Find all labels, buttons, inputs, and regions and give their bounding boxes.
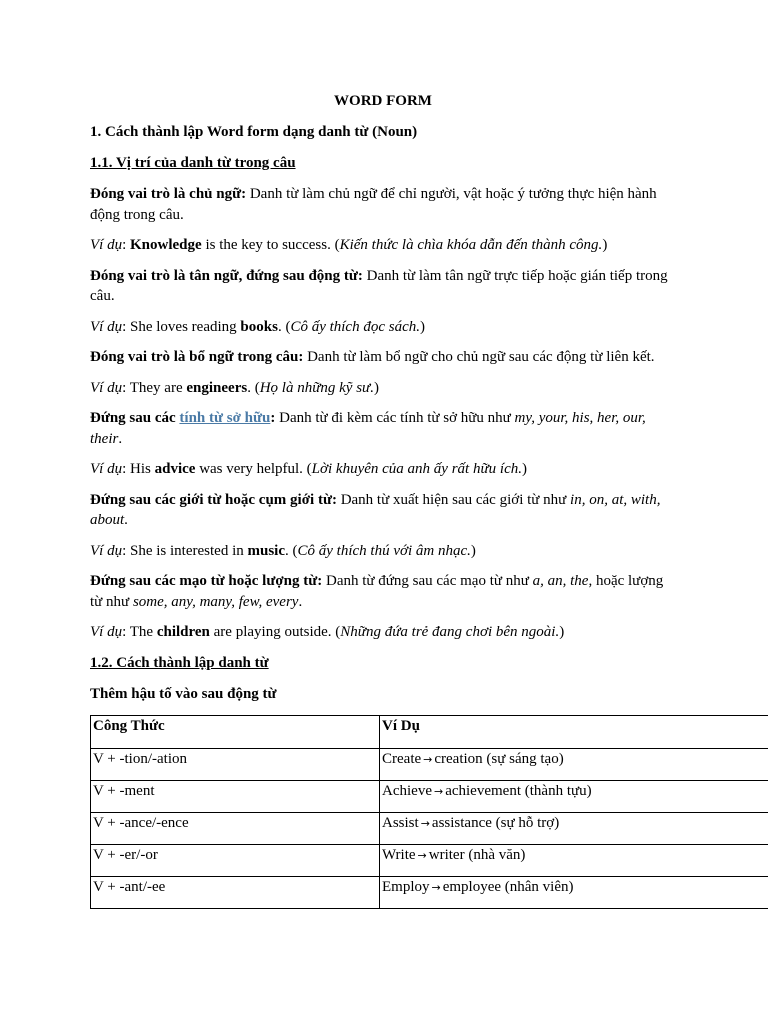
paragraph-text: Danh từ làm tân ngữ trực tiếp hoặc gián tiếp trong câu. [90, 267, 668, 304]
table-row [91, 780, 768, 812]
example-label: Ví dụ [90, 624, 123, 640]
example-text: ) [602, 237, 608, 253]
example-5 [90, 541, 676, 562]
example-keyword: Knowledge [130, 237, 202, 253]
paragraph-text: . [118, 430, 123, 447]
example-6 [90, 622, 676, 643]
paragraph-lead: Đứng sau các mạo từ hoặc lượng từ: [90, 573, 323, 589]
example-label: Ví dụ [90, 542, 123, 559]
paragraph-complement-role [90, 347, 676, 368]
paragraph-lead: Đóng vai trò là bổ ngữ trong câu: [90, 349, 304, 365]
example-text: ) [420, 318, 425, 335]
word-form-table [90, 715, 768, 909]
table-header-example: Ví Dụ [380, 715, 768, 748]
example-translation: Những đứa trẻ đang chơi bên ngoài. [340, 624, 560, 640]
example-text: ) [470, 542, 476, 559]
example-label: Ví dụ [90, 461, 123, 477]
example-keyword: engineers [186, 379, 248, 396]
formula-cell: V + -er/-or [91, 844, 380, 876]
paragraph-text: . [124, 512, 128, 528]
noun: creation (sự sáng tạo) [434, 750, 564, 767]
arrow-right-icon: → [420, 816, 430, 830]
paragraph-possessive [90, 408, 676, 449]
paragraph-text: Danh từ đi kèm các tính từ sở hữu như [275, 410, 515, 426]
paragraph-italic: a, an, the [532, 573, 589, 589]
example-label: Ví dụ [90, 237, 123, 253]
section-heading-1: 1. Cách thành lập Word form dạng danh từ (Noun) [90, 124, 418, 140]
paragraph-lead: Đóng vai trò là chủ ngữ: [90, 186, 247, 202]
paragraph-article [90, 571, 676, 612]
example-text: : His [122, 461, 155, 477]
paragraph-object-role [90, 266, 676, 307]
paragraph-text: Danh từ làm bổ ngữ cho chủ ngữ sau các động từ liên kết. [303, 349, 655, 365]
noun: employee (nhân viên) [442, 878, 574, 895]
paragraph-text: . [298, 593, 303, 610]
paragraph-text: Danh từ xuất hiện sau các giới từ như [336, 491, 571, 508]
paragraph-italic: in, on, at, with, about [90, 491, 661, 528]
subheading-suffix: Thêm hậu tố vào sau động từ [90, 685, 277, 702]
example-translation: Họ là những kỹ sư. [259, 379, 374, 396]
example-translation: Lời khuyên của anh ấy rất hữu ích. [311, 461, 522, 477]
table-row [91, 812, 768, 844]
paragraph-lead: Đứng sau các giới từ hoặc cụm giới từ: [90, 491, 337, 508]
possessive-adjective-link[interactable]: tính từ sở hữu [179, 410, 271, 426]
example-text: ) [559, 624, 565, 640]
paragraph-subject-role [90, 184, 676, 225]
formula-cell: V + -ment [91, 780, 380, 812]
example-cell [380, 780, 768, 812]
example-text: . ( [277, 318, 291, 335]
example-text: ) [521, 461, 527, 477]
formula-cell: V + -ant/-ee [91, 876, 380, 908]
arrow-right-icon: → [423, 752, 433, 766]
example-translation: Cô ấy thích thú với âm nhạc. [297, 542, 471, 559]
paragraph-text: Danh từ làm chủ ngữ để chỉ người, vật hoặc ý tưởng thực hiện hành động trong câu. [90, 186, 657, 223]
section-heading-1-1: 1.1. Vị trí của danh từ trong câu [90, 155, 296, 171]
document-page [90, 91, 768, 909]
example-text: is the key to success. ( [201, 237, 340, 253]
verb: Assist [382, 814, 419, 831]
example-keyword: music [247, 542, 285, 559]
arrow-right-icon: → [431, 880, 441, 894]
table-row [91, 748, 768, 780]
arrow-right-icon: → [433, 784, 444, 798]
paragraph-colon: : [270, 410, 276, 426]
example-text: : [122, 237, 131, 253]
paragraph-italic: my, your, his, her, our, their [90, 410, 646, 447]
example-text: was very helpful. ( [195, 461, 312, 477]
example-text: . ( [285, 542, 298, 559]
example-2 [90, 317, 676, 338]
noun: assistance (sự hỗ trợ) [431, 814, 560, 831]
verb: Create [382, 750, 422, 767]
table-row [91, 844, 768, 876]
example-text: are playing outside. ( [209, 624, 341, 640]
example-text: : The [122, 624, 157, 640]
example-translation: Kiến thức là chìa khóa dẫn đến thành công. [339, 237, 603, 253]
example-text: : She loves reading [122, 318, 241, 335]
example-cell [380, 748, 768, 780]
paragraph-preposition [90, 490, 676, 531]
example-text: : She is interested in [122, 542, 248, 559]
example-keyword: advice [154, 461, 196, 477]
example-cell [380, 876, 768, 908]
document-title: WORD FORM [334, 93, 432, 109]
paragraph-italic: some, any, many, few, every [132, 593, 299, 610]
example-text: . ( [247, 379, 260, 396]
example-text: : They are [122, 379, 187, 396]
paragraph-lead: Đóng vai trò là tân ngữ, đứng sau động từ: [90, 267, 363, 284]
example-label: Ví dụ [90, 318, 123, 335]
verb: Employ [382, 878, 430, 895]
verb: Achieve [382, 782, 432, 799]
paragraph-lead: Đứng sau các [90, 410, 180, 426]
example-cell [380, 844, 768, 876]
arrow-right-icon: → [417, 848, 427, 862]
table-header-row [91, 715, 768, 748]
section-heading-1-2: 1.2. Cách thành lập danh từ [90, 654, 269, 671]
verb: Write [382, 846, 416, 863]
example-label: Ví dụ [90, 379, 123, 396]
paragraph-text: Danh từ đứng sau các mạo từ như [322, 573, 533, 589]
formula-cell: V + -ance/-ence [91, 812, 380, 844]
example-text: ) [373, 379, 379, 396]
example-4 [90, 459, 676, 480]
example-3 [90, 378, 676, 399]
example-1 [90, 235, 676, 256]
noun: writer (nhà văn) [428, 846, 526, 863]
paragraph-text: , hoặc lượng từ như [90, 573, 664, 610]
example-cell [380, 812, 768, 844]
example-keyword: children [156, 624, 210, 640]
example-keyword: books [240, 318, 278, 335]
formula-cell: V + -tion/-ation [91, 748, 380, 780]
table-header-formula: Công Thức [91, 715, 380, 748]
noun: achievement (thành tựu) [445, 782, 592, 799]
table-row [91, 876, 768, 908]
example-translation: Cô ấy thích đọc sách. [290, 318, 420, 335]
